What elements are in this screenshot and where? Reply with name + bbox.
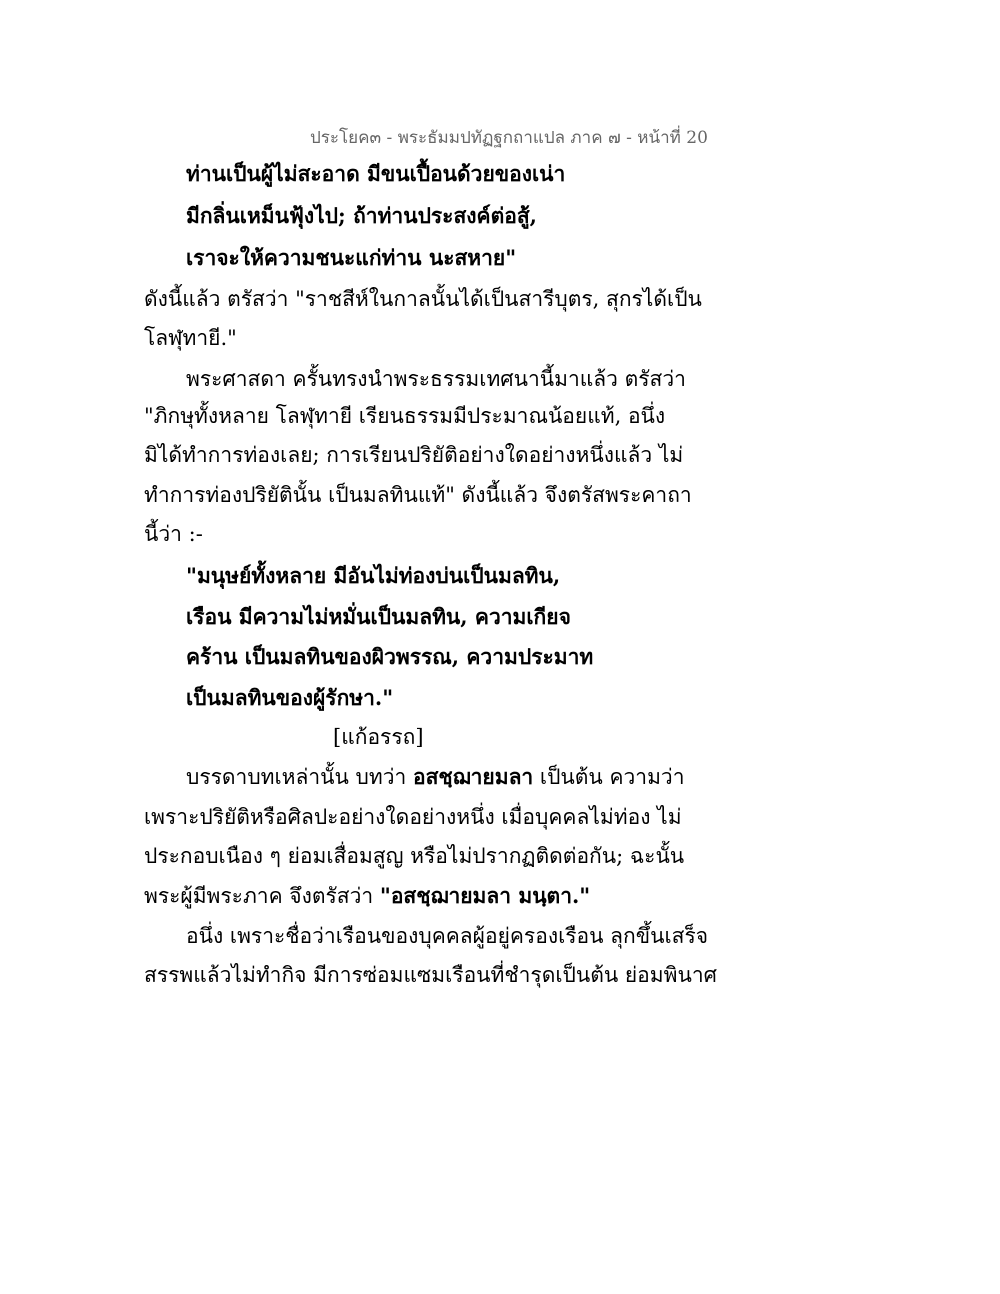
text-line xyxy=(186,763,685,791)
text-line xyxy=(144,882,590,910)
verse-line: เราจะให้ความชนะแก่ท่าน นะสหาย" xyxy=(186,245,517,270)
section-heading: [แก้อรรถ] xyxy=(333,725,424,749)
bold-term: อสชฺฌายมลา xyxy=(413,764,534,789)
text-line: ทำการท่องปริยัตินั้น เป็นมลทินแท้" ดังนี้แล้ว จึงตรัสพระคาถา xyxy=(144,483,692,507)
text-segment: พระผู้มีพระภาค จึงตรัสว่า xyxy=(144,884,380,908)
verse-line: "มนุษย์ทั้งหลาย มีอันไม่ท่องบ่นเป็นมลทิน, xyxy=(186,563,561,588)
text-line: ประกอบเนือง ๆ ย่อมเสื่อมสูญ หรือไม่ปรากฏติดต่อกัน; ฉะนั้น xyxy=(144,844,685,868)
verse-line: ท่านเป็นผู้ไม่สะอาด มีขนเปื้อนด้วยของเน่า xyxy=(186,161,566,186)
verse-line: เรือน มีความไม่หมั่นเป็นมลทิน, ความเกียจ xyxy=(186,604,571,629)
text-line: โลฬุทายี." xyxy=(144,326,237,350)
text-line: เพราะปริยัติหรือศิลปะอย่างใดอย่างหนึ่ง เมื่อบุคคลไม่ท่อง ไม่ xyxy=(144,805,682,829)
text-line: สรรพแล้วไม่ทำกิจ มีการซ่อมแซมเรือนที่ชำรุดเป็นต้น ย่อมพินาศ xyxy=(144,963,717,987)
text-line: ดังนี้แล้ว ตรัสว่า "ราชสีห์ในกาลนั้นได้เป็นสารีบุตร, สุกรได้เป็น xyxy=(144,287,702,311)
text-line: อนึ่ง เพราะชื่อว่าเรือนของบุคคลผู้อยู่ครองเรือน ลุกขึ้นเสร็จ xyxy=(186,924,709,948)
text-line: "ภิกษุทั้งหลาย โลฬุทายี เรียนธรรมมีประมาณน้อยแท้, อนึ่ง xyxy=(144,404,666,428)
verse-line: มีกลิ่นเหม็นฟุ้งไป; ถ้าท่านประสงค์ต่อสู้, xyxy=(186,203,537,228)
text-segment: เป็นต้น ความว่า xyxy=(533,765,685,789)
text-line: พระศาสดา ครั้นทรงนำพระธรรมเทศนานี้มาแล้ว ตรัสว่า xyxy=(186,367,686,391)
verse-line: เป็นมลทินของผู้รักษา." xyxy=(186,685,394,710)
text-line: มิได้ทำการท่องเลย; การเรียนปริยัติอย่างใดอย่างหนึ่งแล้ว ไม่ xyxy=(144,443,684,467)
text-line: นี้ว่า :- xyxy=(144,522,203,546)
verse-line: คร้าน เป็นมลทินของผิวพรรณ, ความประมาท xyxy=(186,644,594,669)
text-segment: บรรดาบทเหล่านั้น บทว่า xyxy=(186,765,413,789)
bold-term: "อสชฺฌายมลา มนฺตา." xyxy=(379,883,591,908)
page-header: ประโยค๓ - พระธัมมปทัฏฐกถาแปล ภาค ๗ - หน้าที่ 20 xyxy=(310,128,708,148)
